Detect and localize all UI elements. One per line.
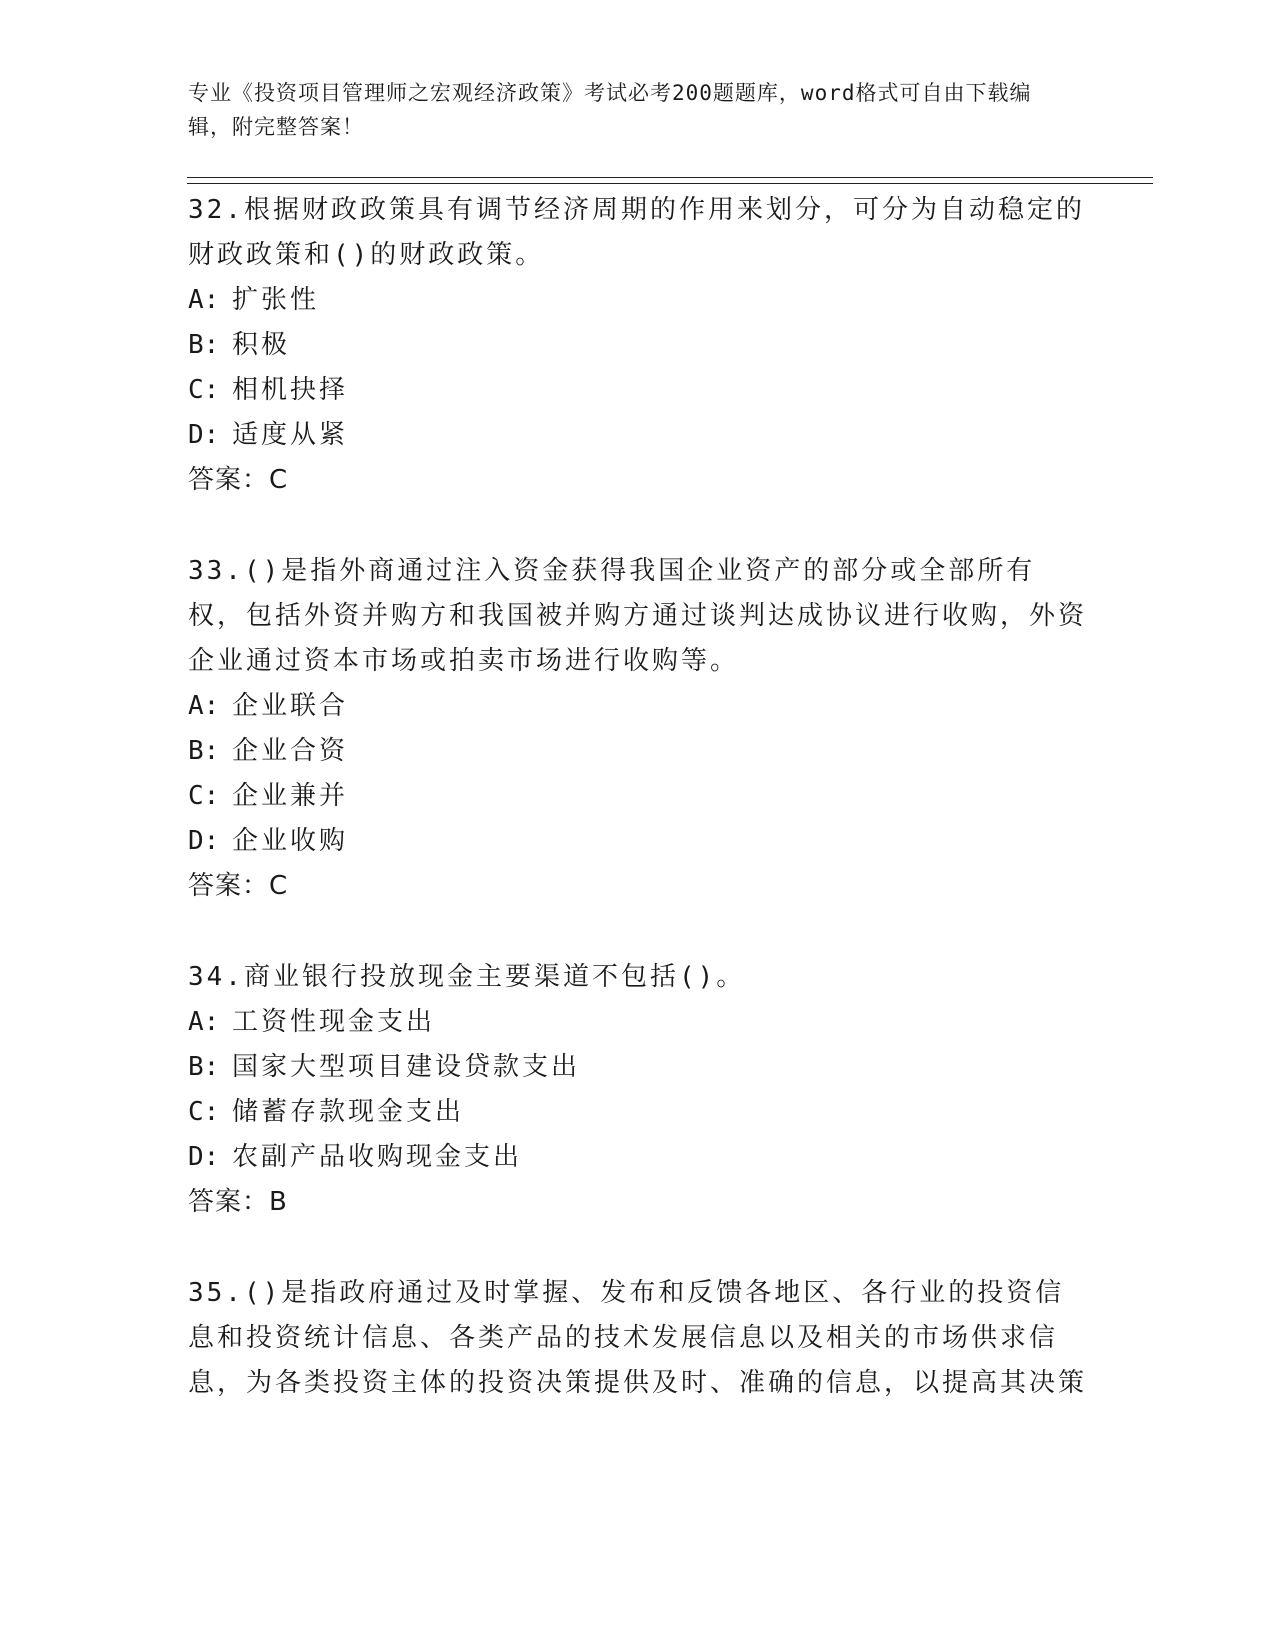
- option-c: [188, 368, 1088, 413]
- option-text: 国家大型项目建设贷款支出: [232, 1052, 581, 1082]
- option-b: [188, 323, 1088, 368]
- option-letter: A:: [188, 691, 220, 721]
- answer-line: 答案：C: [188, 871, 289, 901]
- header-divider-top: [187, 177, 1153, 178]
- option-text: 企业合资: [232, 736, 349, 766]
- header-divider-bottom: [187, 183, 1153, 184]
- option-text: 适度从紧: [232, 420, 349, 450]
- option-letter: D:: [188, 826, 220, 856]
- option-letter: C:: [188, 1097, 220, 1127]
- option-d: [188, 413, 1088, 458]
- option-text: 农副产品收购现金支出: [232, 1142, 523, 1172]
- question-35: [188, 1271, 1088, 1406]
- question-list: [188, 188, 1088, 1452]
- option-text: 工资性现金支出: [232, 1007, 436, 1037]
- option-text: 企业联合: [232, 691, 349, 721]
- option-text: 积极: [232, 330, 291, 360]
- question-stem: 33.()是指外商通过注入资金获得我国企业资产的部分或全部所有权，包括外资并购方和我国被并购方通过谈判达成协议进行收购，外资企业通过资本市场或拍卖市场进行收购等。: [188, 556, 1088, 676]
- question-stem: 34.商业银行投放现金主要渠道不包括()。: [188, 962, 746, 992]
- option-a: [188, 1000, 1088, 1045]
- option-a: [188, 278, 1088, 323]
- option-letter: B:: [188, 1052, 220, 1082]
- question-34: [188, 955, 1088, 1225]
- option-c: [188, 1090, 1088, 1135]
- option-text: 储蓄存款现金支出: [232, 1097, 465, 1127]
- option-a: [188, 684, 1088, 729]
- option-letter: C:: [188, 781, 220, 811]
- document-header: 专业《投资项目管理师之宏观经济政策》考试必考200题题库，word格式可自由下载编辑，附完整答案！: [188, 81, 1032, 139]
- option-d: [188, 819, 1088, 864]
- option-text: 扩张性: [232, 285, 320, 315]
- answer-line: 答案：B: [188, 1187, 288, 1217]
- question-32: [188, 188, 1088, 503]
- question-stem: 35.()是指政府通过及时掌握、发布和反馈各地区、各行业的投资信息和投资统计信息、各类产品的技术发展信息以及相关的市场供求信息，为各类投资主体的投资决策提供及时、准确的信息，以提高其决策: [188, 1278, 1088, 1398]
- option-d: [188, 1135, 1088, 1180]
- option-letter: A:: [188, 1007, 220, 1037]
- option-text: 企业收购: [232, 826, 349, 856]
- option-letter: D:: [188, 420, 220, 450]
- option-text: 相机抉择: [232, 375, 349, 405]
- option-letter: C:: [188, 375, 220, 405]
- option-letter: A:: [188, 285, 220, 315]
- option-letter: B:: [188, 736, 220, 766]
- option-b: [188, 729, 1088, 774]
- option-letter: B:: [188, 330, 220, 360]
- answer-line: 答案：C: [188, 465, 289, 495]
- option-c: [188, 774, 1088, 819]
- question-33: [188, 549, 1088, 909]
- question-stem: 32.根据财政政策具有调节经济周期的作用来划分，可分为自动稳定的财政政策和()的财政政策。: [188, 195, 1085, 270]
- option-b: [188, 1045, 1088, 1090]
- option-text: 企业兼并: [232, 781, 349, 811]
- option-letter: D:: [188, 1142, 220, 1172]
